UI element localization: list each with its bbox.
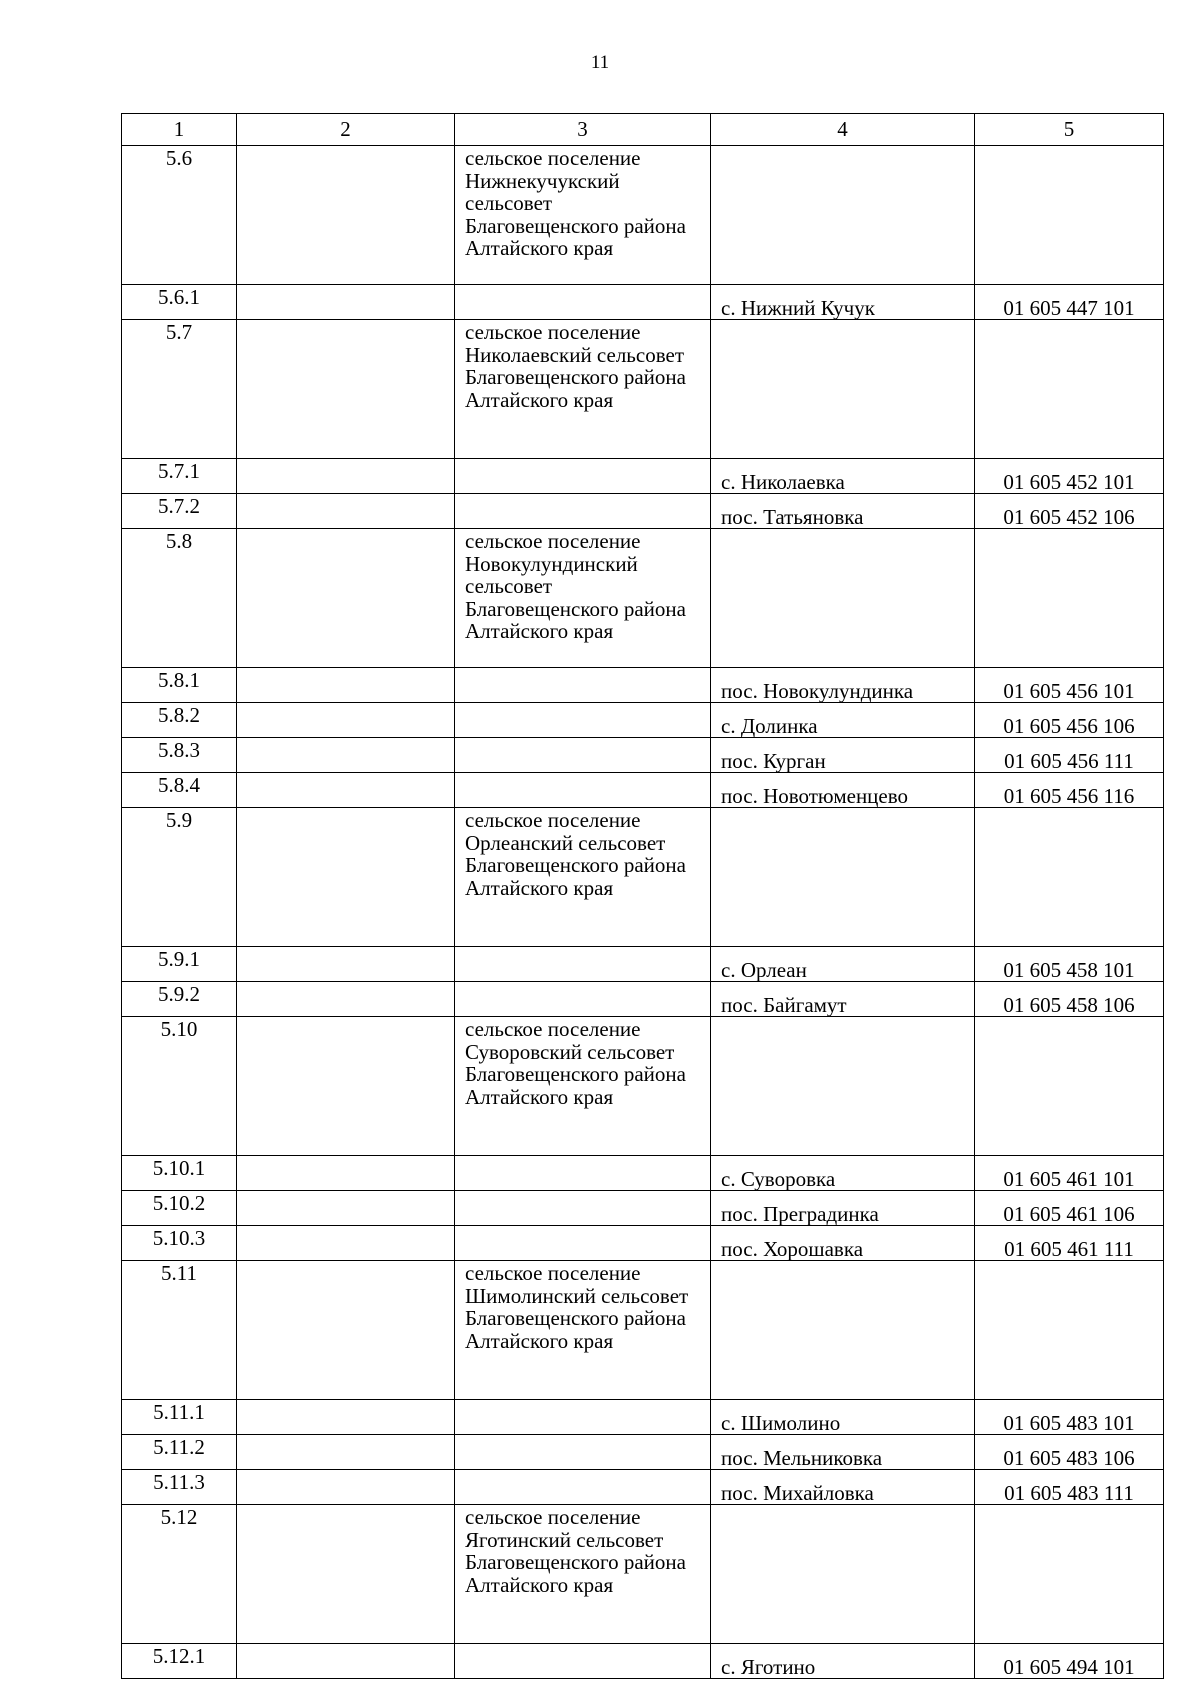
okato-code: 01 605 452 106 xyxy=(975,494,1164,529)
empty-cell xyxy=(237,738,455,773)
okato-code: 01 605 461 111 xyxy=(975,1226,1164,1261)
settlement-group-row xyxy=(122,1261,1164,1400)
locality-name: пос. Новотюменцево xyxy=(711,773,975,808)
empty-cell xyxy=(237,494,455,529)
row-number: 5.11.3 xyxy=(122,1470,237,1505)
locality-row xyxy=(122,1644,1164,1679)
empty-cell xyxy=(237,1226,455,1261)
row-number: 5.8.1 xyxy=(122,668,237,703)
row-number: 5.9 xyxy=(122,808,237,947)
locality-row xyxy=(122,1400,1164,1435)
col-header-4: 4 xyxy=(711,114,975,146)
empty-cell xyxy=(237,1470,455,1505)
locality-name: с. Николаевка xyxy=(711,459,975,494)
settlement-name xyxy=(455,773,711,808)
settlement-name xyxy=(455,1644,711,1679)
empty-cell xyxy=(237,285,455,320)
locality-row xyxy=(122,982,1164,1017)
col-header-3: 3 xyxy=(455,114,711,146)
locality-name xyxy=(711,808,975,947)
empty-cell xyxy=(237,947,455,982)
row-number: 5.10.3 xyxy=(122,1226,237,1261)
row-number: 5.6.1 xyxy=(122,285,237,320)
settlement-name xyxy=(455,1470,711,1505)
okato-code: 01 605 447 101 xyxy=(975,285,1164,320)
settlement-group-row xyxy=(122,808,1164,947)
okato-code: 01 605 483 101 xyxy=(975,1400,1164,1435)
settlement-name: сельское поселение Новокулундинский сельсовет Благовещенского района Алтайского края xyxy=(455,529,711,668)
settlement-name xyxy=(455,1400,711,1435)
empty-cell xyxy=(237,1505,455,1644)
empty-cell xyxy=(237,703,455,738)
locality-name xyxy=(711,146,975,285)
header-row xyxy=(122,114,1164,146)
empty-cell xyxy=(237,773,455,808)
okato-code: 01 605 483 111 xyxy=(975,1470,1164,1505)
locality-row xyxy=(122,1156,1164,1191)
settlement-group-row xyxy=(122,529,1164,668)
locality-name: пос. Курган xyxy=(711,738,975,773)
okato-code: 01 605 456 106 xyxy=(975,703,1164,738)
row-number: 5.12.1 xyxy=(122,1644,237,1679)
okato-code: 01 605 461 106 xyxy=(975,1191,1164,1226)
row-number: 5.10.1 xyxy=(122,1156,237,1191)
locality-name: с. Яготино xyxy=(711,1644,975,1679)
row-number: 5.12 xyxy=(122,1505,237,1644)
settlement-name xyxy=(455,738,711,773)
locality-name: с. Шимолино xyxy=(711,1400,975,1435)
okato-code: 01 605 458 106 xyxy=(975,982,1164,1017)
locality-name: с. Долинка xyxy=(711,703,975,738)
locality-name: пос. Хорошавка xyxy=(711,1226,975,1261)
row-number: 5.7.2 xyxy=(122,494,237,529)
locality-name: с. Суворовка xyxy=(711,1156,975,1191)
okato-code: 01 605 456 116 xyxy=(975,773,1164,808)
settlement-name xyxy=(455,947,711,982)
empty-cell xyxy=(237,1261,455,1400)
locality-row xyxy=(122,738,1164,773)
row-number: 5.7.1 xyxy=(122,459,237,494)
empty-cell xyxy=(237,1400,455,1435)
okato-code: 01 605 456 101 xyxy=(975,668,1164,703)
settlement-group-row xyxy=(122,1017,1164,1156)
empty-cell xyxy=(237,808,455,947)
locality-row xyxy=(122,1226,1164,1261)
okato-code xyxy=(975,1505,1164,1644)
locality-row xyxy=(122,1470,1164,1505)
okato-code xyxy=(975,529,1164,668)
row-number: 5.8.4 xyxy=(122,773,237,808)
locality-name: пос. Новокулундинка xyxy=(711,668,975,703)
locality-row xyxy=(122,494,1164,529)
locality-name: пос. Татьяновка xyxy=(711,494,975,529)
row-number: 5.10.2 xyxy=(122,1191,237,1226)
settlement-group-row xyxy=(122,146,1164,285)
okato-code: 01 605 458 101 xyxy=(975,947,1164,982)
empty-cell xyxy=(237,1156,455,1191)
locality-name: пос. Байгамут xyxy=(711,982,975,1017)
settlement-name: сельское поселение Нижнекучукский сельсовет Благовещенского района Алтайского края xyxy=(455,146,711,285)
okato-code: 01 605 483 106 xyxy=(975,1435,1164,1470)
empty-cell xyxy=(237,1644,455,1679)
settlement-name xyxy=(455,982,711,1017)
settlement-name xyxy=(455,1226,711,1261)
locality-row xyxy=(122,668,1164,703)
empty-cell xyxy=(237,1435,455,1470)
okato-code xyxy=(975,1261,1164,1400)
settlement-name xyxy=(455,1191,711,1226)
locality-row xyxy=(122,1435,1164,1470)
col-header-1: 1 xyxy=(122,114,237,146)
row-number: 5.10 xyxy=(122,1017,237,1156)
okato-code: 01 605 456 111 xyxy=(975,738,1164,773)
locality-row xyxy=(122,773,1164,808)
settlement-name xyxy=(455,494,711,529)
locality-name: с. Орлеан xyxy=(711,947,975,982)
settlement-name xyxy=(455,1156,711,1191)
locality-row xyxy=(122,947,1164,982)
col-header-2: 2 xyxy=(237,114,455,146)
row-number: 5.11 xyxy=(122,1261,237,1400)
settlement-name xyxy=(455,668,711,703)
row-number: 5.7 xyxy=(122,320,237,459)
row-number: 5.8.2 xyxy=(122,703,237,738)
row-number: 5.6 xyxy=(122,146,237,285)
empty-cell xyxy=(237,668,455,703)
locality-name: с. Нижний Кучук xyxy=(711,285,975,320)
locality-name: пос. Мельниковка xyxy=(711,1435,975,1470)
empty-cell xyxy=(237,1017,455,1156)
okato-code: 01 605 494 101 xyxy=(975,1644,1164,1679)
settlement-name xyxy=(455,285,711,320)
row-number: 5.8 xyxy=(122,529,237,668)
empty-cell xyxy=(237,982,455,1017)
col-header-5: 5 xyxy=(975,114,1164,146)
row-number: 5.11.2 xyxy=(122,1435,237,1470)
settlement-group-row xyxy=(122,320,1164,459)
locality-name: пос. Преградинка xyxy=(711,1191,975,1226)
locality-row xyxy=(122,1191,1164,1226)
locality-row xyxy=(122,459,1164,494)
settlement-group-row xyxy=(122,1505,1164,1644)
locality-name: пос. Михайловка xyxy=(711,1470,975,1505)
empty-cell xyxy=(237,529,455,668)
locality-name xyxy=(711,1261,975,1400)
settlement-name: сельское поселение Яготинский сельсовет Благовещенского района Алтайского края xyxy=(455,1505,711,1644)
settlement-name xyxy=(455,703,711,738)
locality-name xyxy=(711,1017,975,1156)
settlements-table xyxy=(121,113,1164,1679)
okato-code: 01 605 452 101 xyxy=(975,459,1164,494)
okato-code xyxy=(975,808,1164,947)
settlement-name: сельское поселение Николаевский сельсовет Благовещенского района Алтайского края xyxy=(455,320,711,459)
row-number: 5.9.1 xyxy=(122,947,237,982)
settlement-name: сельское поселение Шимолинский сельсовет Благовещенского района Алтайского края xyxy=(455,1261,711,1400)
settlement-name: сельское поселение Орлеанский сельсовет Благовещенского района Алтайского края xyxy=(455,808,711,947)
locality-row xyxy=(122,703,1164,738)
empty-cell xyxy=(237,146,455,285)
empty-cell xyxy=(237,459,455,494)
locality-row xyxy=(122,285,1164,320)
okato-code xyxy=(975,146,1164,285)
settlement-name: сельское поселение Суворовский сельсовет Благовещенского района Алтайского края xyxy=(455,1017,711,1156)
row-number: 5.8.3 xyxy=(122,738,237,773)
row-number: 5.9.2 xyxy=(122,982,237,1017)
page-number: 11 xyxy=(590,52,610,73)
okato-code xyxy=(975,320,1164,459)
locality-name xyxy=(711,529,975,668)
okato-code xyxy=(975,1017,1164,1156)
okato-code: 01 605 461 101 xyxy=(975,1156,1164,1191)
row-number: 5.11.1 xyxy=(122,1400,237,1435)
empty-cell xyxy=(237,320,455,459)
settlement-name xyxy=(455,1435,711,1470)
settlement-name xyxy=(455,459,711,494)
locality-name xyxy=(711,320,975,459)
locality-name xyxy=(711,1505,975,1644)
empty-cell xyxy=(237,1191,455,1226)
